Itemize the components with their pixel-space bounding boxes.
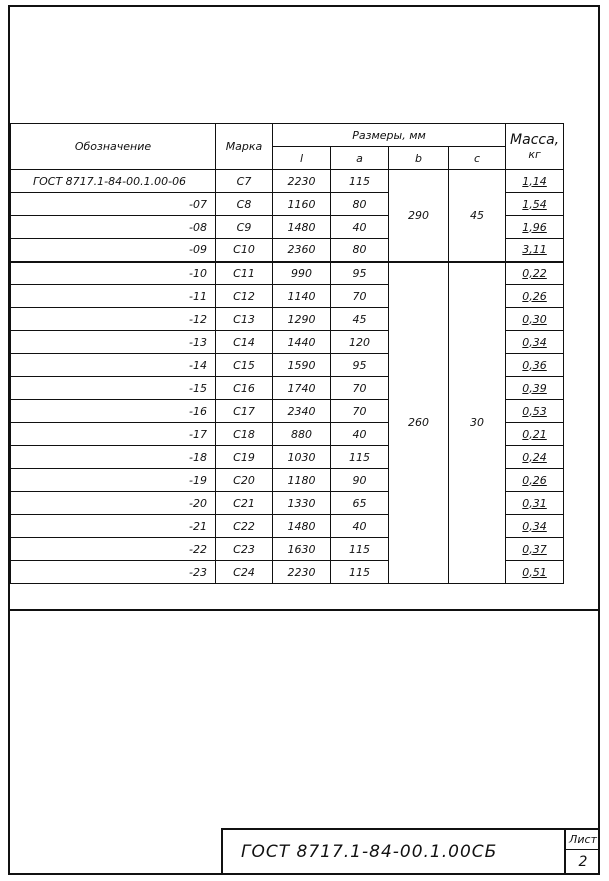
cell-a: 40 <box>331 515 389 538</box>
cell-mass: 0,39 <box>506 377 564 400</box>
cell-l: 990 <box>273 262 331 285</box>
cell-designation: -08 <box>11 216 216 239</box>
cell-designation: -17 <box>11 423 216 446</box>
cell-mass: 0,30 <box>506 308 564 331</box>
table-body <box>11 170 564 584</box>
cell-mark: С20 <box>216 469 273 492</box>
header-dimensions: Размеры, мм <box>273 124 506 147</box>
cell-designation: -13 <box>11 331 216 354</box>
cell-mark: С15 <box>216 354 273 377</box>
cell-mass: 0,51 <box>506 561 564 584</box>
cell-designation: -21 <box>11 515 216 538</box>
cell-mark: С17 <box>216 400 273 423</box>
cell-mass: 0,21 <box>506 423 564 446</box>
cell-mark: С7 <box>216 170 273 193</box>
cell-a: 70 <box>331 377 389 400</box>
cell-mark: С21 <box>216 492 273 515</box>
cell-a: 40 <box>331 423 389 446</box>
cell-a: 115 <box>331 561 389 584</box>
cell-l: 1030 <box>273 446 331 469</box>
cell-mass: 0,34 <box>506 515 564 538</box>
cell-mark: С13 <box>216 308 273 331</box>
cell-mark: С10 <box>216 239 273 262</box>
cell-a: 70 <box>331 285 389 308</box>
cell-b-group1: 290 <box>389 170 449 262</box>
cell-mark: С11 <box>216 262 273 285</box>
cell-l: 1590 <box>273 354 331 377</box>
header-mark: Марка <box>216 124 273 170</box>
header-a: a <box>331 147 389 170</box>
cell-a: 80 <box>331 193 389 216</box>
cell-l: 1480 <box>273 216 331 239</box>
cell-a: 90 <box>331 469 389 492</box>
cell-mass: 1,14 <box>506 170 564 193</box>
cell-a: 115 <box>331 446 389 469</box>
sheet-number: 2 <box>578 854 588 870</box>
cell-mass: 3,11 <box>506 239 564 262</box>
cell-l: 1160 <box>273 193 331 216</box>
table-row <box>11 262 564 285</box>
header-c: c <box>449 147 506 170</box>
cell-mass: 0,53 <box>506 400 564 423</box>
table-row <box>11 170 564 193</box>
cell-mark: С24 <box>216 561 273 584</box>
cell-l: 2230 <box>273 561 331 584</box>
cell-mass: 1,96 <box>506 216 564 239</box>
cell-a: 95 <box>331 262 389 285</box>
cell-a: 45 <box>331 308 389 331</box>
header-designation: Обозначение <box>11 124 216 170</box>
cell-a: 65 <box>331 492 389 515</box>
cell-mark: С19 <box>216 446 273 469</box>
cell-mark: С16 <box>216 377 273 400</box>
cell-designation: -07 <box>11 193 216 216</box>
frame-divider <box>8 609 600 611</box>
cell-mass: 0,22 <box>506 262 564 285</box>
cell-l: 1290 <box>273 308 331 331</box>
cell-l: 880 <box>273 423 331 446</box>
cell-designation: -19 <box>11 469 216 492</box>
cell-designation: -15 <box>11 377 216 400</box>
cell-designation: -14 <box>11 354 216 377</box>
cell-a: 95 <box>331 354 389 377</box>
cell-l: 1180 <box>273 469 331 492</box>
cell-l: 1140 <box>273 285 331 308</box>
cell-a: 70 <box>331 400 389 423</box>
header-mass-unit: кг <box>528 147 541 161</box>
cell-l: 1740 <box>273 377 331 400</box>
cell-designation: -16 <box>11 400 216 423</box>
cell-a: 40 <box>331 216 389 239</box>
cell-mass: 0,37 <box>506 538 564 561</box>
cell-mark: С22 <box>216 515 273 538</box>
cell-a: 120 <box>331 331 389 354</box>
cell-a: 115 <box>331 170 389 193</box>
cell-mass: 0,36 <box>506 354 564 377</box>
cell-mass: 0,26 <box>506 285 564 308</box>
cell-l: 1630 <box>273 538 331 561</box>
cell-mass: 0,24 <box>506 446 564 469</box>
header-b: b <box>389 147 449 170</box>
header-mass-label: Масса, <box>510 131 560 148</box>
cell-mark: С9 <box>216 216 273 239</box>
cell-mark: С23 <box>216 538 273 561</box>
cell-c-group1: 45 <box>449 170 506 262</box>
cell-c-group2: 30 <box>449 262 506 584</box>
cell-a: 80 <box>331 239 389 262</box>
cell-mark: С12 <box>216 285 273 308</box>
cell-designation: -09 <box>11 239 216 262</box>
cell-mark: С18 <box>216 423 273 446</box>
specification-table <box>10 123 564 584</box>
cell-mass: 0,34 <box>506 331 564 354</box>
cell-mass: 0,31 <box>506 492 564 515</box>
cell-designation: -12 <box>11 308 216 331</box>
cell-mark: С14 <box>216 331 273 354</box>
cell-designation: -23 <box>11 561 216 584</box>
cell-mass: 0,26 <box>506 469 564 492</box>
cell-a: 115 <box>331 538 389 561</box>
cell-designation: ГОСТ 8717.1-84-00.1.00-06 <box>11 170 216 193</box>
cell-l: 2340 <box>273 400 331 423</box>
sheet-label: Лист <box>566 830 600 850</box>
cell-designation: -18 <box>11 446 216 469</box>
cell-designation: -10 <box>11 262 216 285</box>
header-l: l <box>273 147 331 170</box>
cell-mark: С8 <box>216 193 273 216</box>
cell-designation: -20 <box>11 492 216 515</box>
cell-b-group2: 260 <box>389 262 449 584</box>
cell-l: 1330 <box>273 492 331 515</box>
cell-l: 2230 <box>273 170 331 193</box>
cell-l: 2360 <box>273 239 331 262</box>
cell-designation: -11 <box>11 285 216 308</box>
sheet-box <box>564 830 600 875</box>
cell-l: 1440 <box>273 331 331 354</box>
document-code: ГОСТ 8717.1-84-00.1.00СБ <box>241 842 498 862</box>
cell-mass: 1,54 <box>506 193 564 216</box>
cell-designation: -22 <box>11 538 216 561</box>
title-block <box>221 828 600 875</box>
cell-l: 1480 <box>273 515 331 538</box>
header-mass <box>506 124 564 170</box>
